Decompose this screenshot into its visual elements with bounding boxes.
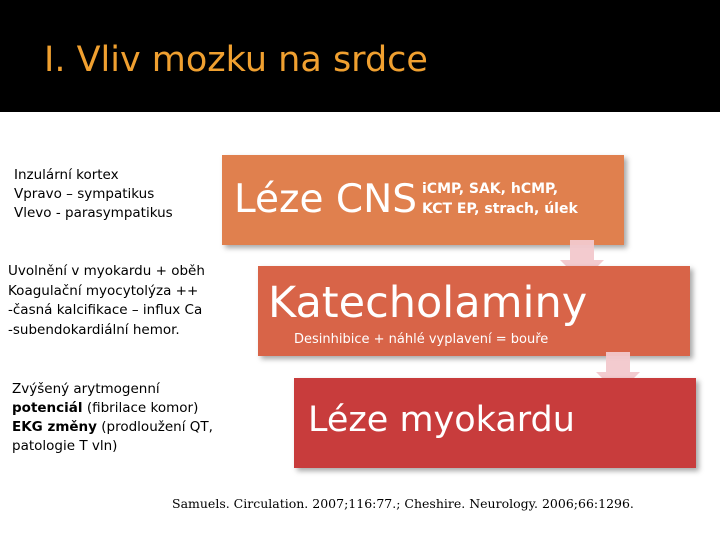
note-line: Vpravo – sympatikus — [14, 186, 155, 202]
note-insular-cortex — [14, 166, 173, 223]
box-subtitle: Desinhibice + náhlé vyplavení = bouře — [294, 332, 549, 347]
note-bold: potenciál — [12, 400, 83, 416]
note-line: Koagulační myocytolýza ++ — [8, 282, 199, 299]
note-arrhythmogenic — [12, 380, 213, 456]
note-line: patologie T vln) — [12, 438, 118, 454]
box-subtitle-line: KCT EP, strach, úlek — [422, 201, 578, 217]
box-cns-lesion — [222, 155, 624, 245]
note-line — [12, 399, 213, 418]
title-bar — [0, 0, 720, 112]
slide-title: I. Vliv mozku na srdce — [44, 40, 428, 80]
note-myocardium-release — [8, 262, 205, 340]
box-subtitle — [422, 179, 578, 219]
note-line — [12, 418, 213, 437]
note-line: Inzulární kortex — [14, 167, 119, 183]
box-subtitle-line: iCMP, SAK, hCMP, — [422, 181, 559, 197]
note-text: (fibrilace komor) — [82, 400, 199, 416]
box-title: Katecholaminy — [268, 278, 588, 328]
box-title: Léze myokardu — [308, 400, 575, 440]
box-myocardial-lesion — [294, 378, 696, 468]
note-line: -časná kalcifikace – influx Ca — [8, 302, 203, 318]
note-bold: EKG změny — [12, 419, 97, 435]
note-line: Zvýšený arytmogenní — [12, 381, 160, 397]
box-catecholamines — [258, 266, 690, 356]
citation: Samuels. Circulation. 2007;116:77.; Cheshire. Neurology. 2006;66:1296. — [172, 496, 634, 511]
box-title: Léze CNS — [234, 177, 418, 222]
note-line: Vlevo - parasympatikus — [14, 205, 173, 221]
note-text: (prodloužení QT, — [96, 419, 213, 435]
note-line: -subendokardiální hemor. — [8, 321, 180, 338]
note-line: Uvolnění v myokardu + oběh — [8, 263, 205, 279]
